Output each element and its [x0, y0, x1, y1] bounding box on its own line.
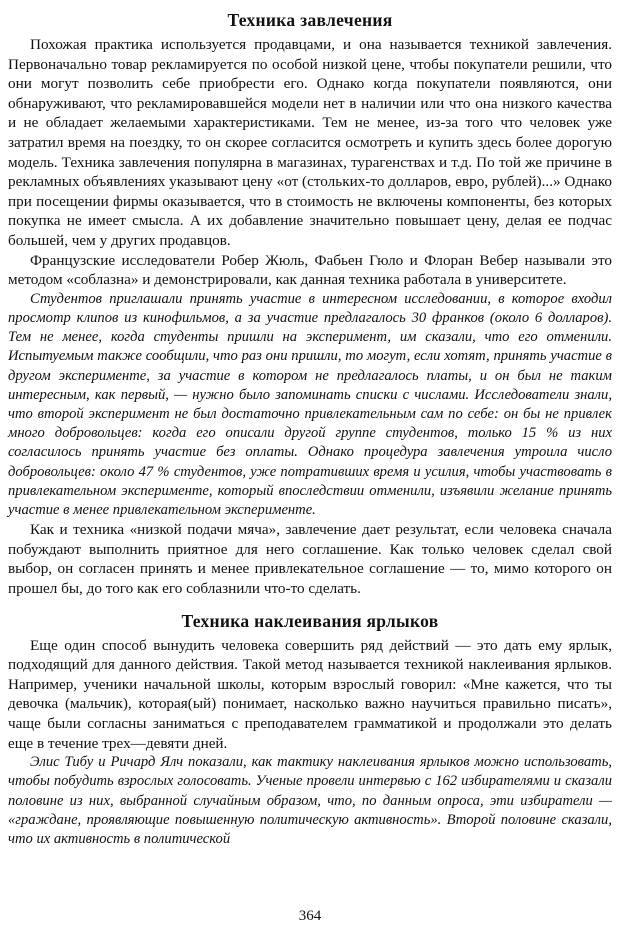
section-title-yarlyki: Техника наклеивания ярлыков — [181, 610, 439, 631]
paragraph: Еще один способ вынудить человека совершить ряд действий — это дать ему ярлык, подходящий для данного действия. Такой метод называется техникой наклеивания ярлыков. Например, ученики начальной школы, которым взрослый говорил: «Мне кажется, что ты девочка (мальчик), которая(ый) понимает, насколько важно научиться правильно писать», чаще были согласны заниматься с преподавателем грамматикой и продолжали это делать еще в течение трех—девяти дней. — [8, 636, 612, 752]
page-number: 364 — [298, 908, 322, 924]
section-spacer — [8, 599, 612, 611]
section-title-zavlechenie: Техника завлечения — [227, 10, 393, 30]
paragraph: Французские исследователи Робер Жюль, Фабьен Гюло и Флоран Вебер называли это методом «соблазна» и демонстрировали, как данная техника работала в университете. — [8, 251, 612, 289]
italic-study-paragraph: Элис Тибу и Ричард Ялч показали, как тактику наклеивания ярлыков можно использовать, чтобы побудить взрослых голосовать. Ученые провели интервью с 162 избирателями и сказали половине из них, выбранной случайным образом, что, по данным опроса, эти избиратели — «граждане, проявляющие повышенную политическую активность». Второй половине сказали, что их активность в политической — [8, 754, 612, 847]
paragraph: Похожая практика используется продавцами, и она называется техникой завлечения. Первоначально товар рекламируется по особой низкой цене, чтобы покупатели решили, что они могут позволить себе приобрести его. Однако когда покупатели появляются, они обнаруживают, что рекламировавшейся модели нет в наличии или что она низкого качества и не обладает желаемыми характеристиками. Тем не менее, из-за того что человек уже затратил время на поездку, то он скорее согласится осмотреть и купить здесь более дорогую модель. Техника завлечения популярна в магазинах, турагенствах и т.д. По той же причине в рекламных объявлениях указывают цену «от (стольких-то долларов, евро, рублей)...» Однако при посещении фирмы оказывается, что в стоимость не включены компоненты, без которых покупка не имеет смысла. А их добавление значительно повышает цену, делая ее подчас большей, чем у других продавцов. — [8, 36, 612, 249]
italic-study-paragraph: Студентов приглашали принять участие в интересном исследовании, в которое входил просмотр клипов из кинофильмов, а за участие предлагалось 30 франков (около 6 долларов). Тем не менее, когда студенты пришли на эксперимент, им сказали, что его отменили. Испытуемым также сообщили, что раз они пришли, то могут, если хотят, принять участие в другом эксперименте, за участие в котором не предлагалось платы, и он был не таким интересным, как первый, — нужно было запоминать списки с числами. Исследователи знали, что второй эксперимент не был достаточно привлекательным сам по себе: он бы не привлек много добровольцев: когда его описали другой группе студентов, только 15 % из них согласилось принять участие без оплаты. Однако процедура завлечения утроила число добровольцев: около 47 % студентов, уже потративших время и усилия, чтобы участвовать в привлекательном эксперименте, который впоследствии отменили, изъявили желание принять участие в менее привлекательном эксперименте. — [8, 290, 612, 518]
paragraph: Как и техника «низкой подачи мяча», завлечение дает результат, если человека сначала побуждают выполнить приятное для него соглашение. Как только человек сделал свой выбор, он согласен принять и менее привлекательное соглашение — то, мимо которого он прошел бы, до того как его соблазнили что-то сделать. — [8, 521, 612, 597]
